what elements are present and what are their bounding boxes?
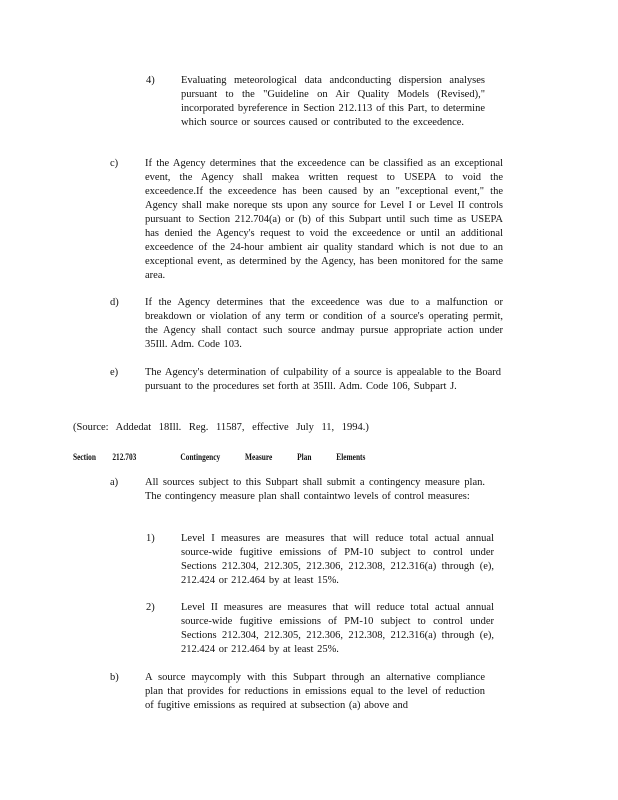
- item-e-text: The Agency's determination of culpability of a source is appealable to the Board pursuant to the procedures set forth at 35Ill. Adm. Code 106, Subpart J.: [145, 367, 501, 392]
- item-4-label: 4): [146, 75, 155, 86]
- item-a-label: a): [110, 477, 119, 488]
- item-a2-label: 2): [146, 602, 155, 613]
- section-number: 212.703: [112, 452, 137, 462]
- item-d-label: d): [110, 297, 119, 308]
- section-heading: [73, 451, 365, 463]
- item-a2-text: Level II measures are measures that will reduce total actual annual source-wide fugitive emissions of PM-10 subject to control under Sections 212.304, 212.305, 212.306, 212.308, 212.316(a) through (e), 212.424 or 212.464 by at least 25%.: [181, 602, 494, 655]
- item-b-text: A source maycomply with this Subpart through an alternative compliance plan that provides for reductions in emissions equal to the level of reduction of fugitive emissions as required at subsection (a) above and: [145, 672, 485, 711]
- source-note: (Source: Addedat 18Ill. Reg. 11587, effective July 11, 1994.): [73, 422, 369, 433]
- item-e-label: e): [110, 367, 119, 378]
- item-a1-label: 1): [146, 533, 155, 544]
- item-d-text: If the Agency determines that the exceedence was due to a malfunction or breakdown or violation of any term or condition of a source's operating permit, the Agency shall contact such source andmay pursue appropriate action under 35Ill. Adm. Code 103.: [145, 297, 503, 350]
- item-c-label: c): [110, 158, 119, 169]
- item-4-text: Evaluating meteorological data andconducting dispersion analyses pursuant to the "Guideline on Air Quality Models (Revised)," incorporated byreference in Section 212.113 of this Part, to determine which source or sources caused or contributed to the exceedence.: [181, 75, 485, 128]
- item-c-text: If the Agency determines that the exceedence can be classified as an exceptional event, the Agency shall makea written request to USEPA to void the exceedence.If the exceedence has been caused by an "exceptional event," the Agency shall make noreque sts upon any source for Level I or Level II controls pursuant to Section 212.704(a) or (b) of this Subpart until such time as USEPA has denied the Agency's request to void the exceedence or until an additional exceedence of the 24-hour ambient air quality standard which is not due to an exceptional event, as determined by the Agency, has been monitored for the same area.: [145, 158, 503, 281]
- section-word: Section: [73, 452, 96, 462]
- item-b-label: b): [110, 672, 119, 683]
- item-a-text: All sources subject to this Subpart shall submit a contingency measure plan. The contingency measure plan shall containtwo levels of control measures:: [145, 477, 485, 502]
- item-a1-text: Level I measures are measures that will reduce total actual annual source-wide fugitive emissions of PM-10 subject to control under Sections 212.304, 212.305, 212.306, 212.308, 212.316(a) through (e), 212.424 or 212.464 by at least 15%.: [181, 533, 494, 586]
- section-title: Contingency Measure Plan Elements: [180, 452, 366, 462]
